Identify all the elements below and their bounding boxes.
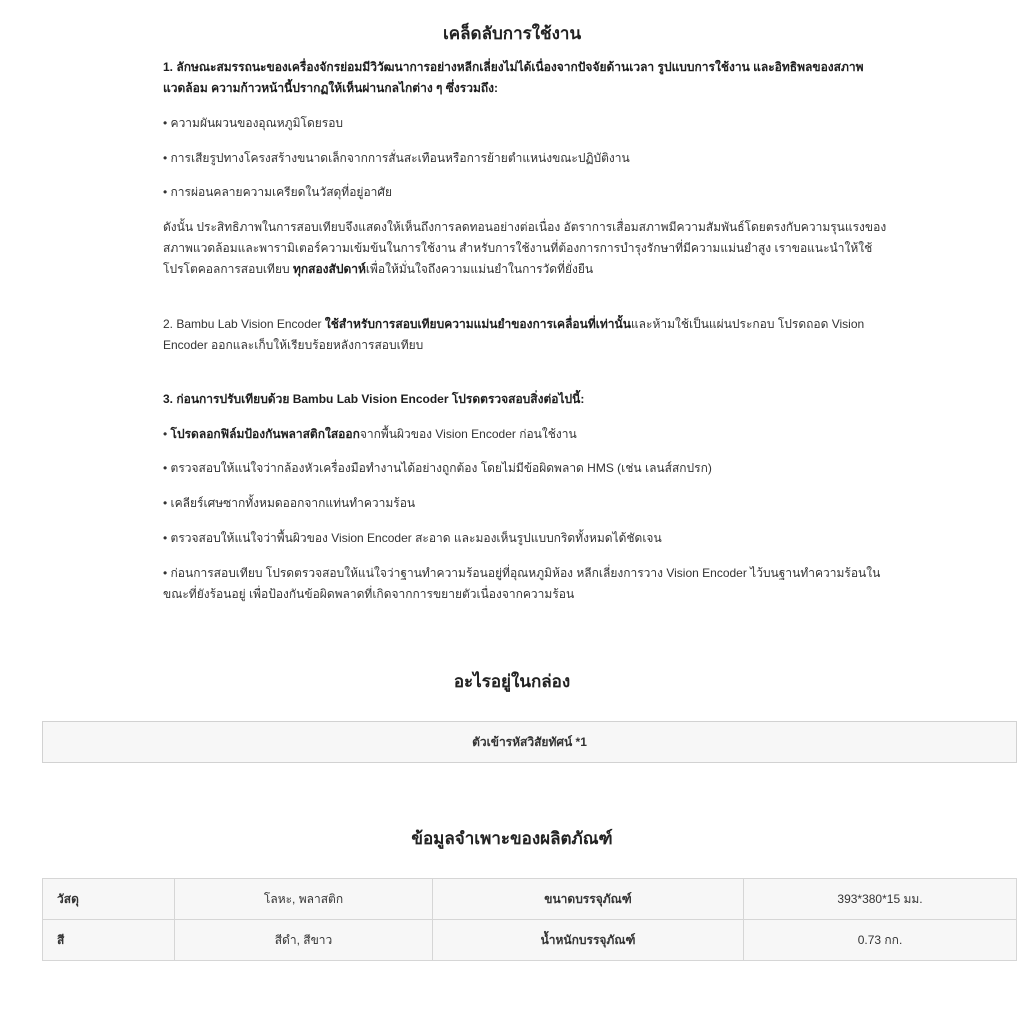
tips-p1-heading-text: 1. ลักษณะสมรรถนะของเครื่องจักรย่อมมีวิวัฒนาการอย่างหลีกเลี่ยงไม่ได้เนื่องจากปัจจัยด้านเวลา รูปแบบการใช้งาน และอิทธิพลของสภาพแวดล้อม ความก้าวหน้านี้ปรากฏให้เห็นผ่านกลไกต่าง ๆ ซึ่งรวมถึง: xyxy=(163,60,864,95)
specs-row xyxy=(43,920,1017,961)
tips-p1-conclusion-text: ดังนั้น ประสิทธิภาพในการสอบเทียบจึงแสดงให้เห็นถึงการลดทอนอย่างต่อเนื่อง อัตราการเสื่อมสภาพมีความสัมพันธ์โดยตรงกับความรุนแรงของสภาพแวดล้อมและพารามิเตอร์ความเข้มข้นในการใช้งาน สำหรับการใช้งานที่ต้องการการบำรุงรักษาที่มีความแม่นยำสูง เราขอแนะนำให้ใช้ โปรโตคอลการสอบเทียบ xyxy=(163,220,887,276)
tips-p1-heading xyxy=(163,57,903,99)
tips-p3-heading-text: 3. ก่อนการปรับเทียบด้วย Bambu Lab Vision Encoder โปรดตรวจสอบสิ่งต่อไปนี้: xyxy=(163,392,585,406)
specs-table xyxy=(42,878,1017,961)
in-box-item-label: ตัวเข้ารหัสวิสัยทัศน์ *1 xyxy=(472,734,587,749)
tips-p1-conclusion xyxy=(163,217,903,280)
tips-p3-bullet-3: • เคลียร์เศษซากทั้งหมดออกจากแท่นทำความร้อน xyxy=(163,496,416,510)
specs-title: ข้อมูลจำเพาะของผลิตภัณฑ์ xyxy=(411,829,613,848)
tips-p3-heading xyxy=(163,389,903,410)
tips-p1-bullet-1: • ความผันผวนของอุณหภูมิโดยรอบ xyxy=(163,116,344,130)
tips-p3-bullet-1-prefix: • xyxy=(163,427,171,441)
tips-p1-bullet-2: • การเสียรูปทางโครงสร้างขนาดเล็กจากการสั่นสะเทือนหรือการย้ายตำแหน่งขณะปฏิบัติงาน xyxy=(163,151,630,165)
tips-p3-bullet-1-end: จากพื้นผิวของ Vision Encoder ก่อนใช้งาน xyxy=(359,427,577,441)
spec-label-color: สี xyxy=(43,920,175,961)
spec-label-package-size: ขนาดบรรจุภัณฑ์ xyxy=(433,879,744,920)
spec-value-material: โลหะ, พลาสติก xyxy=(175,879,433,920)
spec-label-package-weight: น้ำหนักบรรจุภัณฑ์ xyxy=(433,920,744,961)
spec-value-package-size: 393*380*15 มม. xyxy=(744,879,1017,920)
tips-title: เคล็ดลับการใช้งาน xyxy=(442,24,582,43)
spec-label-material: วัสดุ xyxy=(43,879,175,920)
specs-row xyxy=(43,879,1017,920)
tips-p3-bullet-1 xyxy=(163,424,903,445)
in-box-item xyxy=(42,721,1017,763)
tips-p2-bold: ใช้สำหรับการสอบเทียบความแม่นยำของการเคลื่อนที่เท่านั้น xyxy=(324,317,631,331)
tips-p2-start: 2. Bambu Lab Vision Encoder xyxy=(163,317,325,331)
tips-p3-bullet-1-bold: โปรดลอกฟิล์มป้องกันพลาสติกใสออก xyxy=(170,427,360,441)
tips-p1-conclusion-end: เพื่อให้มั่นใจถึงความแม่นยำในการวัดที่ยั่งยืน xyxy=(365,262,594,276)
spec-value-color: สีดำ, สีขาว xyxy=(175,920,433,961)
tips-p3-bullet-2: • ตรวจสอบให้แน่ใจว่ากล้องหัวเครื่องมือทำงานได้อย่างถูกต้อง โดยไม่มีข้อผิดพลาด HMS (เช่น เลนส์สกปรก) xyxy=(163,461,712,475)
tips-p3-bullet-5: • ก่อนการสอบเทียบ โปรดตรวจสอบให้แน่ใจว่าฐานทำความร้อนอยู่ที่อุณหภูมิห้อง หลีกเลี่ยงการวาง Vision Encoder ไว้บนฐานทำความร้อนในขณะที่ยังร้อนอยู่ เพื่อป้องกันข้อผิดพลาดที่เกิดจากการขยายตัวเนื่องจากความร้อน xyxy=(163,566,881,601)
tips-p3-bullet-4: • ตรวจสอบให้แน่ใจว่าพื้นผิวของ Vision Encoder สะอาด และมองเห็นรูปแบบกริดทั้งหมดได้ชัดเจน xyxy=(163,531,662,545)
tips-p1-conclusion-bold: ทุกสองสัปดาห์ xyxy=(292,262,366,276)
tips-p2 xyxy=(163,314,903,356)
in-box-title: อะไรอยู่ในกล่อง xyxy=(453,672,571,691)
tips-p2-end: และห้ามใช้เป็นแผ่นประกอบ โปรดถอด Vision Encoder ออกและเก็บให้เรียบร้อยหลังการสอบเทียบ xyxy=(163,317,865,352)
spec-value-package-weight: 0.73 กก. xyxy=(744,920,1017,961)
tips-p1-bullet-3: • การผ่อนคลายความเครียดในวัสดุที่อยู่อาศัย xyxy=(163,185,393,199)
